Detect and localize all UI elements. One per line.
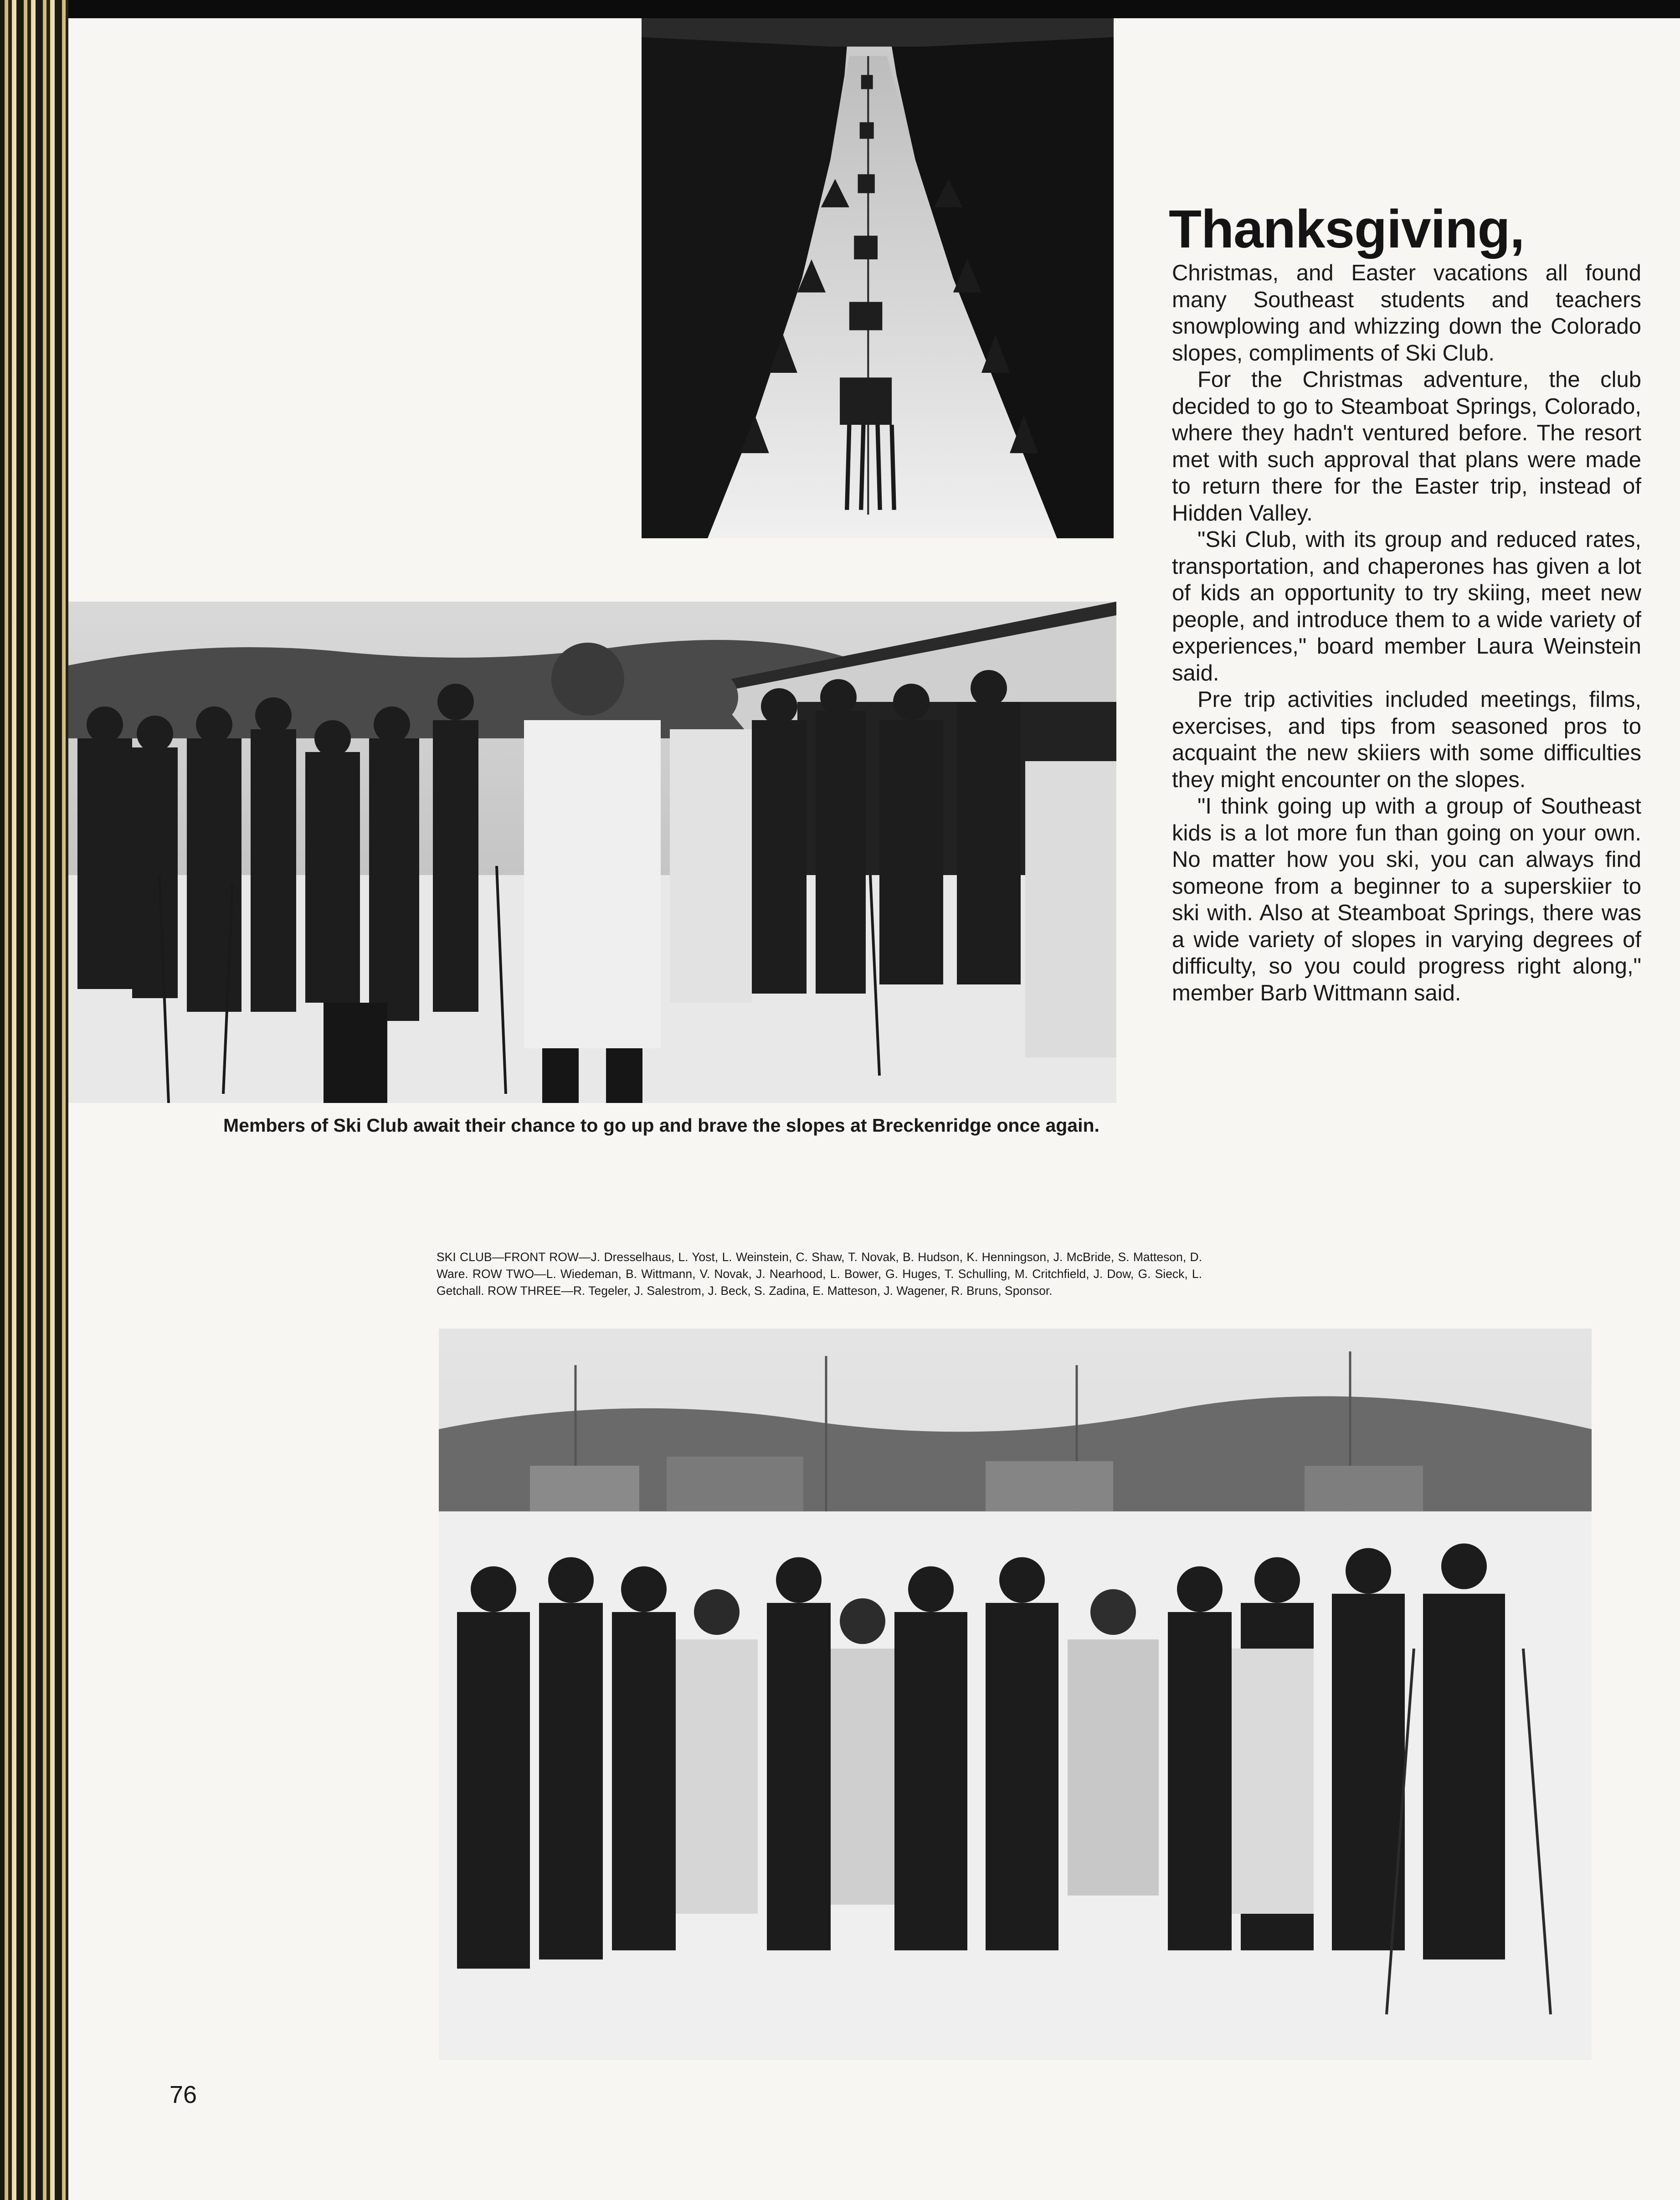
article-paragraph: Pre trip activities included meetings, films, exercises, and tips from seasoned pros to acquaint the new skiiers with some difficulties they might encounter on the slopes. bbox=[1172, 687, 1641, 792]
article-paragraph: Christmas, and Easter vacations all found many Southeast students and teachers snowplowing and whizzing down the Colorado slopes, compliments of Ski Club. bbox=[1172, 261, 1641, 366]
article-paragraph: "Ski Club, with its group and reduced rates, transportation, and chaperones has given a lot of kids an opportunity to try skiing, meet new people, and introduce them to a wide variety of experiences," board member Laura Weinstein said. bbox=[1172, 527, 1641, 685]
book-binding bbox=[0, 0, 68, 2200]
ski-club-roster-caption: SKI CLUB—FRONT ROW—J. Dresselhaus, L. Yost, L. Weinstein, C. Shaw, T. Novak, B. Hudson, K. Henningson, J. McBride, S. Matteson, D. Ware. ROW TWO—L. Wiedeman, B. Wittmann, V. Novak, J. Nearhood, L. Bower, G. Huges, T. Schulling, M. Critchfield, J. Dow, G. Sieck, L. Getchall. ROW THREE—R. Tegeler, J. Salestrom, J. Beck, S. Zadina, E. Matteson, J. Wagener, R. Bruns, Sponsor. bbox=[437, 1250, 1202, 1298]
lift-line-photo bbox=[68, 602, 1116, 1103]
article-headline: Thanksgiving, bbox=[1169, 199, 1525, 259]
page-number: 76 bbox=[170, 2081, 197, 2108]
chairlift-photo bbox=[642, 18, 1114, 538]
article-paragraph: "I think going up with a group of Southeast kids is a lot more fun than going on your own. No matter how you ski, you can always find someone from a beginner to a superskiier to ski with. Also at Steamboat Springs, there was a wide variety of slopes in varying degrees of difficulty, so you could progress right along," member Barb Wittmann said. bbox=[1172, 794, 1641, 1005]
article-body bbox=[1172, 260, 1641, 1006]
lift-line-caption: Members of Ski Club await their chance to go up and brave the slopes at Breckenridge once again. bbox=[223, 1115, 1099, 1136]
article-paragraph: For the Christmas adventure, the club decided to go to Steamboat Springs, Colorado, where they hadn't ventured before. The resort met with such approval that plans were made to return there for the Easter trip, instead of Hidden Valley. bbox=[1172, 367, 1641, 526]
yearbook-page bbox=[68, 18, 1680, 2200]
ski-club-group-photo bbox=[439, 1329, 1592, 2060]
